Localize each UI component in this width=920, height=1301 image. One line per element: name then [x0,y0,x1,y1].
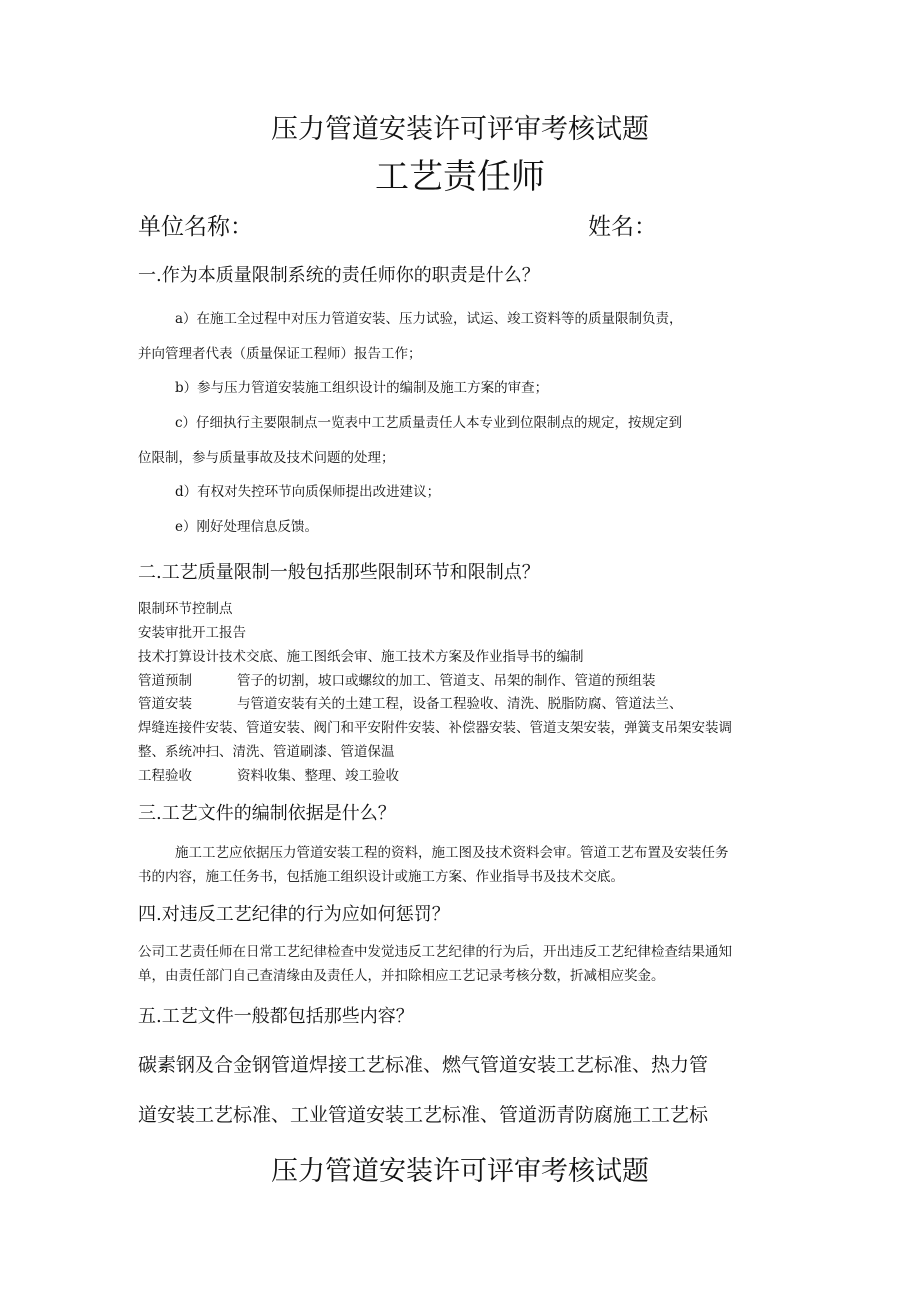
q2-approval-line: 安装审批开工报告 [138,625,246,641]
q4-line: 公司工艺责任师在日常工艺纪律检查中发觉违反工艺纪律的行为后，开出违反工艺纪律检查结果通知 [138,944,732,960]
q5-line: 碳素钢及合金钢管道焊接工艺标准、燃气管道安装工艺标准、热力管 [138,1054,709,1076]
question-2: 二.工艺质量限制一般包括那些限制环节和限制点？ [138,562,540,583]
q2-install-continuation: 焊缝连接件安装、管道安装、阀门和平安附件安装、补偿器安装、管道支架安装，弹簧支吊架安装调 [138,720,732,736]
document-subtitle: 工艺责任师 [375,157,545,197]
install-text: 与管道安装有关的土建工程，设备工程验收、清洗、脱脂防腐、管道法兰、 [237,696,683,712]
q1-line: b）参与压力管道安装施工组织设计的编制及施工方案的审查； [175,380,549,396]
q2-prefab-row [138,675,656,689]
q1-line: 并向管理者代表（质量保证工程师）报告工作； [138,346,422,362]
q1-line: 位限制，参与质量事故及技术问题的处理； [138,450,395,466]
q2-accept-row [138,770,399,784]
person-name-label: 姓名： [588,214,657,240]
q1-line: c）仔细执行主要限制点一览表中工艺质量责任人本专业到位限制点的规定，按规定到 [175,415,683,431]
q1-line: e）刚好处理信息反馈。 [175,519,318,535]
q2-header-line: 限制环节控制点 [138,601,233,617]
question-3: 三.工艺文件的编制依据是什么？ [138,803,396,824]
q2-install-continuation: 整、系统冲扫、清洗、管道刷漆、管道保温 [138,744,395,760]
footer-title: 压力管道安装许可评审考核试题 [271,1156,649,1187]
q1-line: d）有权对失控环节向质保师提出改进建议； [175,484,441,500]
document-title: 压力管道安装许可评审考核试题 [271,114,649,145]
question-1: 一.作为本质量限制系统的责任师你的职责是什么？ [138,265,540,286]
install-label: 管道安装 [138,696,192,712]
q2-tech-line: 技术打算设计技术交底、施工图纸会审、施工技术方案及作业指导书的编制 [138,649,584,665]
q5-line: 道安装工艺标准、工业管道安装工艺标准、管道沥青防腐施工工艺标 [138,1104,709,1126]
accept-label: 工程验收 [138,768,192,784]
unit-name-label: 单位名称： [138,214,253,240]
accept-text: 资料收集、整理、竣工验收 [237,768,399,784]
question-5: 五.工艺文件一般都包括那些内容？ [138,1006,414,1027]
prefab-label: 管道预制 [138,673,192,689]
q3-line: 施工工艺应依据压力管道安装工程的资料，施工图及技术资料会审。管道工艺布置及安装任务 [175,845,729,861]
q1-line: a）在施工全过程中对压力管道安装、压力试验，试运、竣工资料等的质量限制负责， [175,311,683,327]
q2-install-row [138,698,683,712]
q3-line: 书的内容，施工任务书，包括施工组织设计或施工方案、作业指导书及技术交底。 [138,869,624,885]
q4-line: 单，由责任部门自己查清缘由及责任人，并扣除相应工艺记录考核分数，折减相应奖金。 [138,968,665,984]
question-4: 四.对违反工艺纪律的行为应如何惩罚？ [138,904,450,925]
prefab-text: 管子的切割，坡口或螺纹的加工、管道支、吊架的制作、管道的预组装 [237,673,656,689]
